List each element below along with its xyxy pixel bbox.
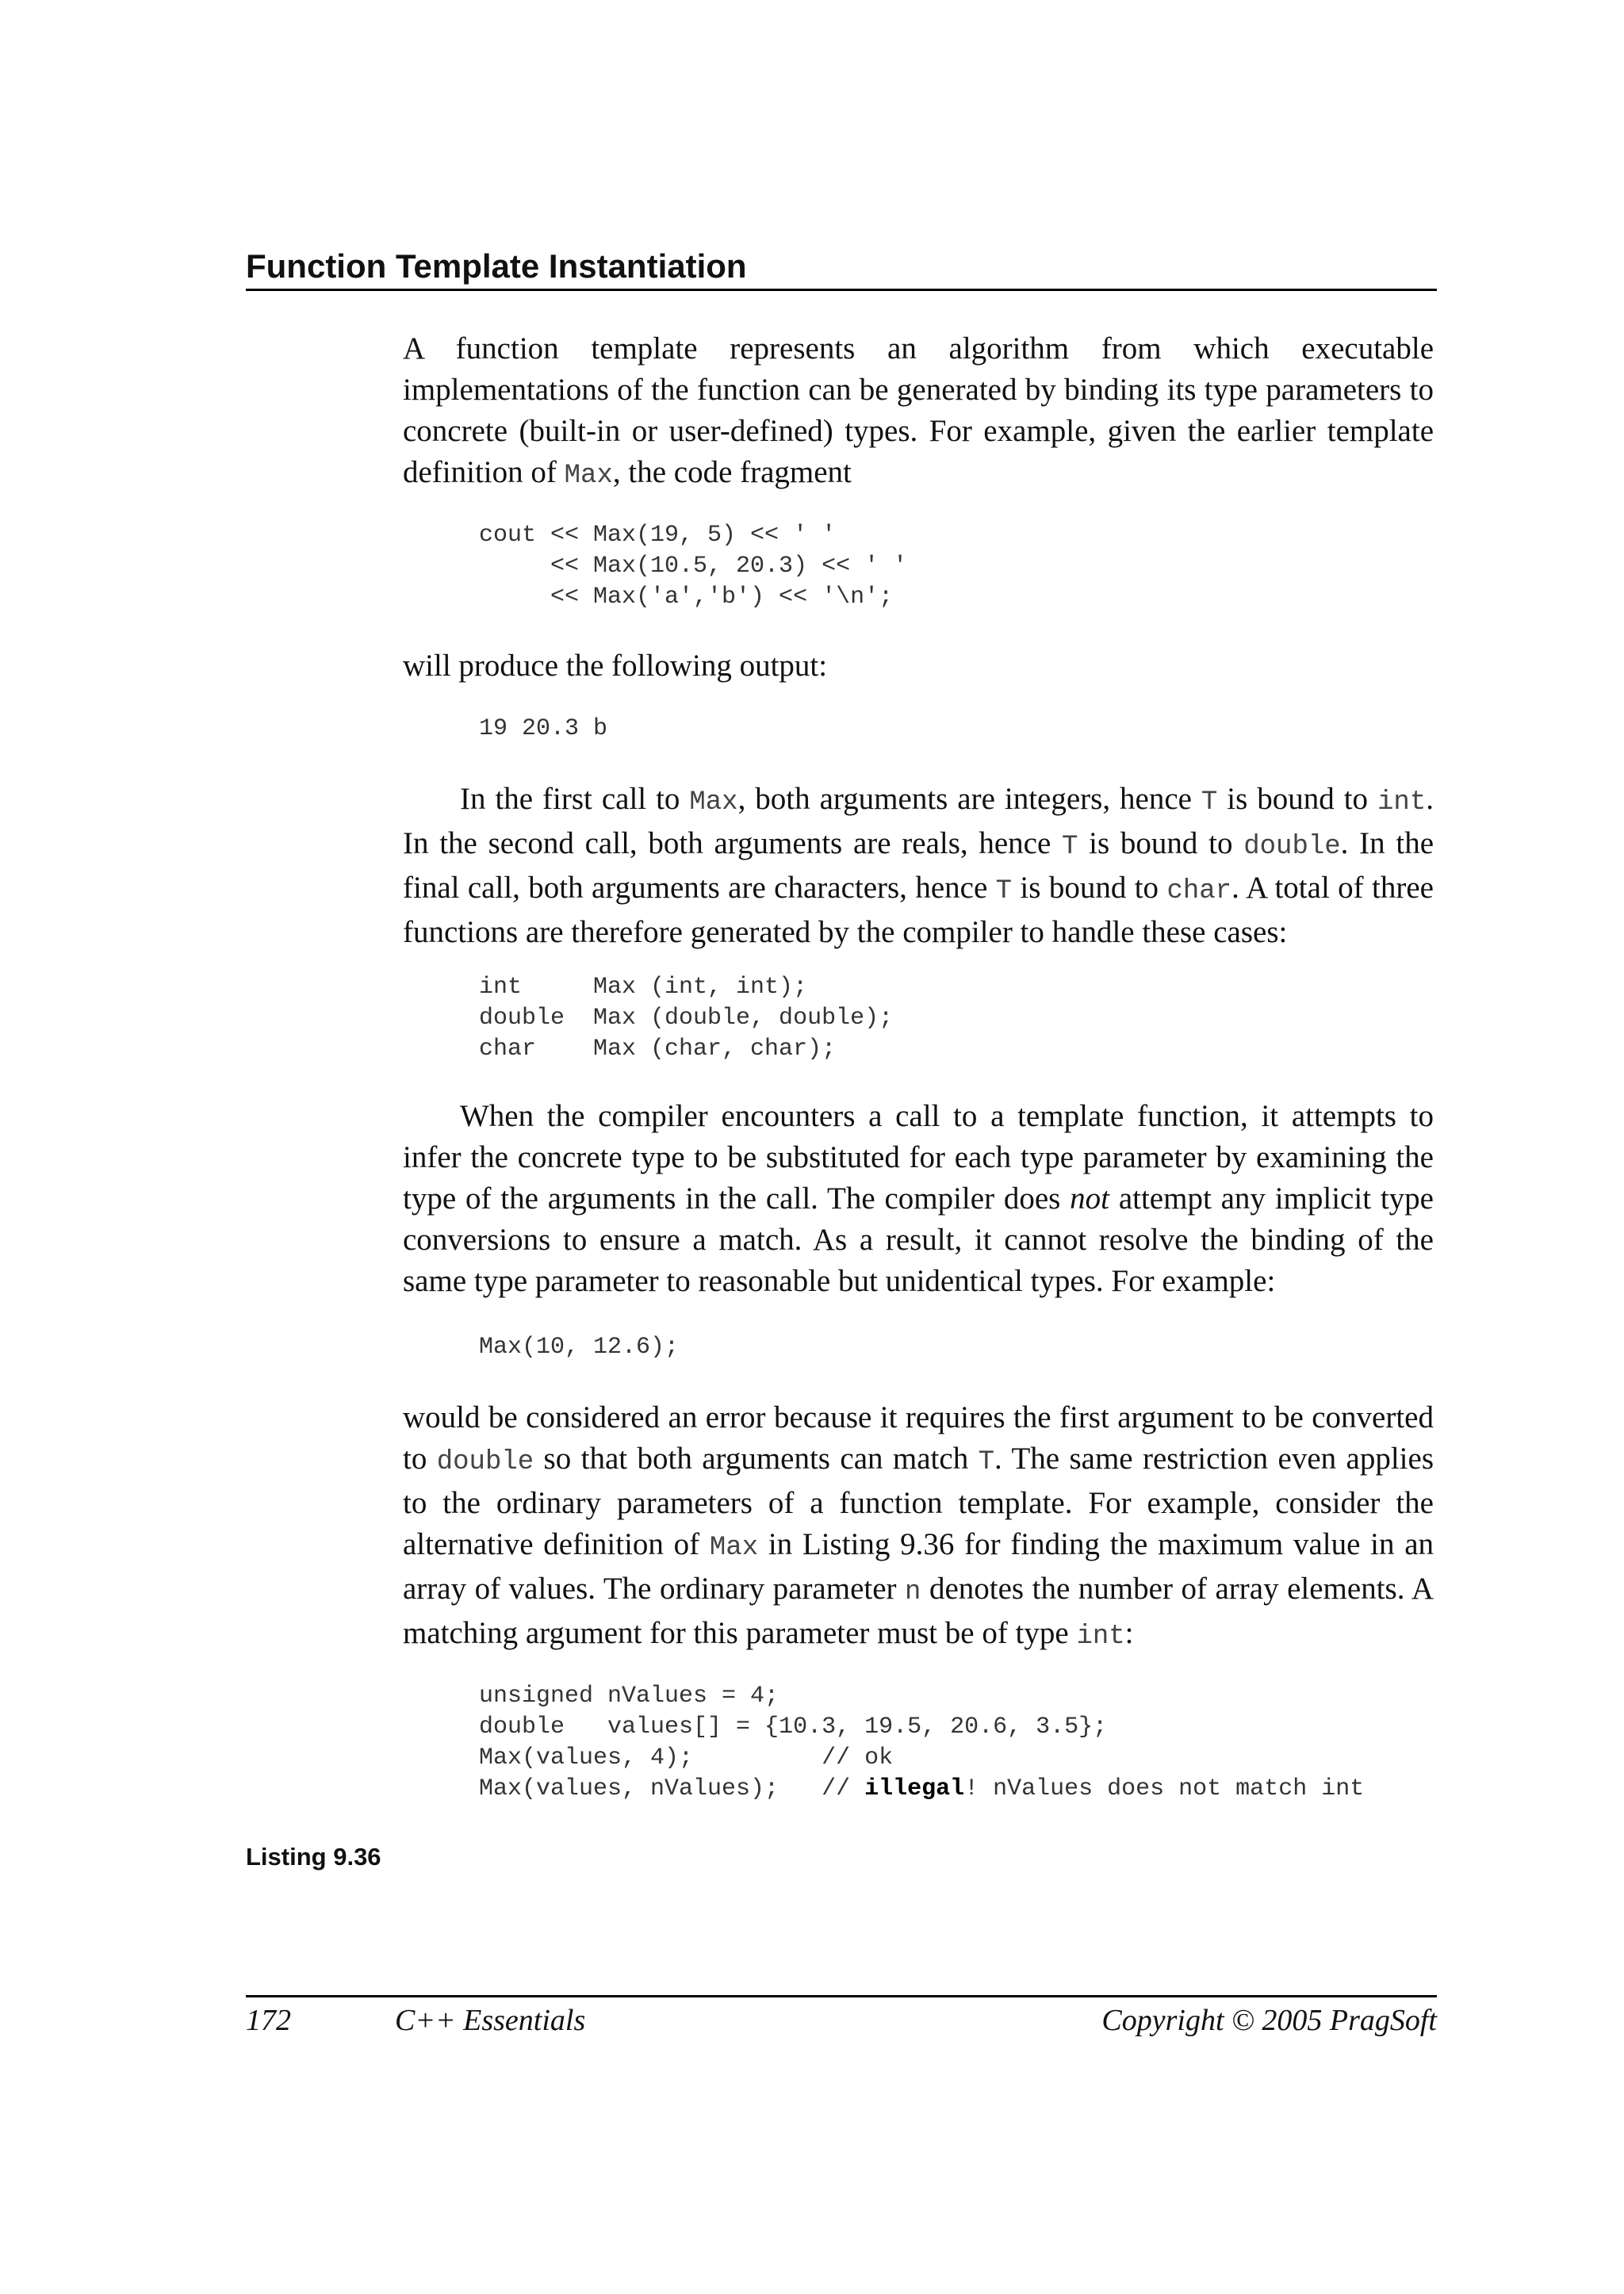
code-generated-functions: int Max (int, int); double Max (double, double); char Max (char, char); <box>479 974 894 1063</box>
paragraph-output-intro: will produce the following output: <box>403 649 828 683</box>
code-cout-example: cout << Max(19, 5) << ' ' << Max(10.5, 20.3) << ' ' << Max('a','b') << '\n'; <box>479 522 908 611</box>
paragraph-restriction: would be considered an error because it requires the first argument to be converted to double so that both arguments can match T. The same restriction even applies to the ordinary parameters of a function template. For example, consider the alternative definition of Max in Listing 9.36 for finding the maximum value in an array of values. The ordinary parameter n denotes the number of array elements. A matching argument for this parameter must be of type int: <box>403 1400 1434 1652</box>
copyright-notice: Copyright © 2005 PragSoft <box>1101 2004 1437 2037</box>
page-number: 172 <box>246 2004 291 2037</box>
paragraph-inference: When the compiler encounters a call to a template function, it attempts to infer the concrete type to be substituted for each type parameter by examining the type of the arguments in the call. The compiler does not attempt any implicit type conversions to ensure a match. As a result, it cannot resolve the binding of the same type parameter to reasonable but unidentical types. For example: <box>403 1099 1434 1298</box>
paragraph-bindings: In the first call to Max, both arguments are integers, hence T is bound to int. In the second call, both arguments are reals, hence T is bound to double. In the final call, both arguments are characters, hence T is bound to char. A total of three functions are therefore generated by the compiler to handle these cases: <box>403 782 1434 949</box>
code-output: 19 20.3 b <box>479 715 608 742</box>
code-mixed-call: Max(10, 12.6); <box>479 1334 680 1361</box>
book-title: C++ Essentials <box>395 2004 586 2037</box>
listing-label: Listing 9.36 <box>246 1843 381 1871</box>
code-array-example: unsigned nValues = 4; double values[] = {10.3, 19.5, 20.6, 3.5}; Max(values, 4); // ok Max(values, nValues); // illegal! nValues does not match int <box>479 1683 1365 1802</box>
paragraph-intro: A function template represents an algorithm from which executable implementations of the function can be generated by binding its type parameters to concrete (built-in or user-defined) types. For example, given the earlier template definition of Max, the code fragment <box>403 331 1434 491</box>
section-heading: Function Template Instantiation <box>246 244 1437 291</box>
footer-rule <box>246 1995 1437 1997</box>
